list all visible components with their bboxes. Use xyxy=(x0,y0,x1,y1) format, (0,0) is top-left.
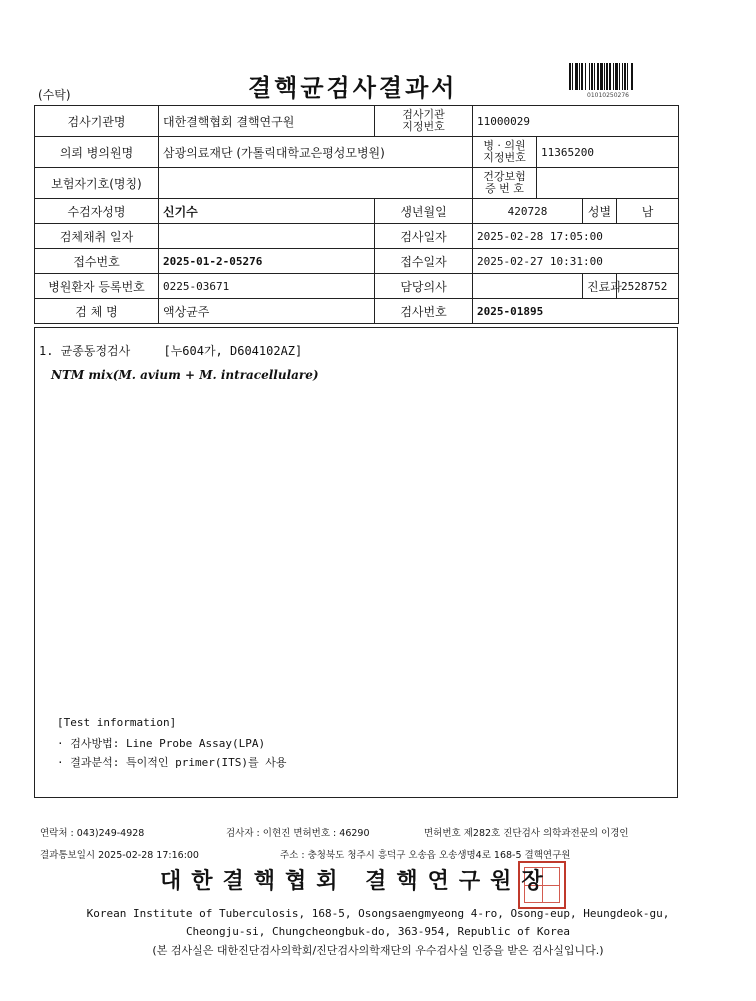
result-code: [누604가, D604102AZ] xyxy=(163,344,303,358)
lab-name-label: 검사기관명 xyxy=(35,106,159,137)
health-value xyxy=(537,168,679,199)
hospital-value: 삼광의료재단 (가톨릭대학교은평성모병원) xyxy=(159,137,473,168)
registration-no-label: 병원환자 등록번호 xyxy=(35,274,159,299)
receiver-label: (수탁) xyxy=(38,88,71,102)
notice-date: 결과통보일시 2025-02-28 17:16:00 xyxy=(40,850,199,861)
hospital-label: 의뢰 병의원명 xyxy=(35,137,159,168)
table-row xyxy=(35,137,679,168)
doctor-value xyxy=(473,274,583,299)
result-box xyxy=(34,327,678,798)
english-address-line-2: Cheongju-si, Chungcheongbuk-do, 363-954, Republic of Korea xyxy=(185,925,571,938)
table-row xyxy=(35,249,679,274)
sex-label: 성별 xyxy=(583,199,617,224)
result-finding: NTM mix(M. avium + M. intracellulare) xyxy=(51,368,319,382)
barcode-text: 01010250276 xyxy=(587,92,629,99)
exam-no-value: 2025-01895 xyxy=(473,299,679,324)
receipt-no-value: 2025-01-2-05276 xyxy=(159,249,375,274)
collect-date-value xyxy=(159,224,375,249)
lab-code-value: 11000029 xyxy=(473,106,679,137)
table-row xyxy=(35,106,679,137)
table-row xyxy=(35,199,679,224)
result-item-line xyxy=(39,342,310,359)
receipt-no-label: 접수번호 xyxy=(35,249,159,274)
exam-date-label: 검사일자 xyxy=(375,224,473,249)
english-address-line-1: Korean Institute of Tuberculosis, 168-5, Osongsaengmyeong 4-ro, Osong-eup, Heungdeok-gu, xyxy=(86,907,670,920)
specimen-label: 검 체 명 xyxy=(35,299,159,324)
doctor-label: 담당의사 xyxy=(375,274,473,299)
exam-date-value: 2025-02-28 17:05:00 xyxy=(473,224,679,249)
patient-name-value: 신기수 xyxy=(159,199,375,224)
barcode xyxy=(569,63,647,90)
examiner-info: 검사자 : 이현진 면허번호 : 46290 xyxy=(226,828,370,839)
document-title: 결핵균검사결과서 xyxy=(248,74,458,102)
patient-info-table xyxy=(34,105,679,324)
insured-value xyxy=(159,168,473,199)
barcode-bar xyxy=(633,63,634,90)
contact-info: 연락처 : 043)249-4928 xyxy=(40,828,145,839)
table-row xyxy=(35,299,679,324)
test-method: · 검사방법: Line Probe Assay(LPA) xyxy=(57,737,266,750)
lab-code-label: 검사기관 지정번호 xyxy=(375,106,473,137)
test-info-title: [Test information] xyxy=(57,716,177,729)
dob-label: 생년월일 xyxy=(375,199,473,224)
certification-note: (본 검사실은 대한진단검사의학회/진단검사의학재단의 우수검사실 인증을 받은 검사실입니다.) xyxy=(152,944,604,957)
receipt-date-label: 접수일자 xyxy=(375,249,473,274)
table-row xyxy=(35,168,679,199)
sex-value: 남 xyxy=(617,199,679,224)
collect-date-label: 검체채취 일자 xyxy=(35,224,159,249)
registration-no-value: 0225-03671 xyxy=(159,274,375,299)
receipt-date-value: 2025-02-27 10:31:00 xyxy=(473,249,679,274)
address-info: 주소 : 충청북도 청주시 흥덕구 오송읍 오송생명4로 168-5 결핵연구원 xyxy=(280,850,571,861)
department-label: 진료과 xyxy=(583,274,617,299)
test-analysis: · 결과분석: 특이적인 primer(ITS)를 사용 xyxy=(57,756,287,769)
table-row xyxy=(35,274,679,299)
insured-label: 보험자기호(명칭) xyxy=(35,168,159,199)
specimen-value: 액상균주 xyxy=(159,299,375,324)
patient-name-label: 수검자성명 xyxy=(35,199,159,224)
result-item: 1. 균종동정검사 xyxy=(39,344,131,358)
health-label: 건강보험 증 번 호 xyxy=(473,168,537,199)
table-row xyxy=(35,224,679,249)
exam-no-label: 검사번호 xyxy=(375,299,473,324)
organization-name: 대한결핵협회 결핵연구원장 xyxy=(160,868,553,894)
hospital-code-value: 11365200 xyxy=(537,137,679,168)
hospital-code-label: 병 · 의원 지정번호 xyxy=(473,137,537,168)
lab-name-value: 대한결핵협회 결핵연구원 xyxy=(159,106,375,137)
department-value: 2528752 xyxy=(617,274,679,299)
dob-value: 420728 xyxy=(473,199,583,224)
license-info: 면허번호 제282호 진단검사 의학과전문의 이경인 xyxy=(424,828,629,839)
